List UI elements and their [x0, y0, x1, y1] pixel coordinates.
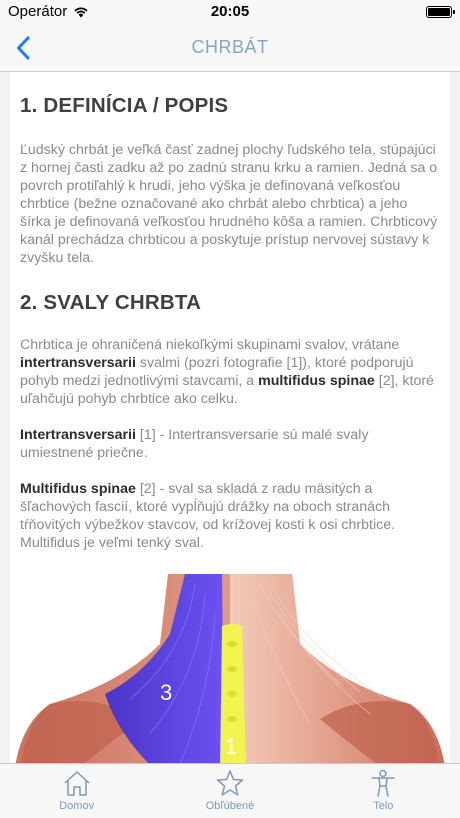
article-container[interactable]	[10, 72, 450, 763]
multifidus-paragraph	[20, 480, 440, 552]
label-muscle-3: 3	[160, 680, 173, 705]
tab-body[interactable]	[307, 764, 460, 818]
tab-bar	[0, 763, 460, 818]
status-bar	[0, 0, 460, 24]
definition-paragraph: Ľudský chrbát je veľká časť zadnej plochy ľudského tela, stúpajúci z hornej časti zadku až po zadnú stranu krku a ramien. Jedná sa o povrch protiľahlý k hrudi, jeho výška je definovaná veľkosťou chrbtice (bežne označované ako chrbát alebo chrbtica) a jeho šírka je definovaná veľkosťou hrudného kôša a ramien. Chrbticový kanál prechádza chrbticou a poskytuje prístup nervovej sústavy k zvyšku tela.	[20, 142, 438, 266]
text-span: [2], ktoré uľahčujú pohyb chrbtice ako celku.	[20, 373, 434, 407]
back-muscles-illustration	[10, 574, 450, 763]
term-multifidus: multifidus spinae	[258, 373, 375, 389]
tab-favorites-label: Obľúbené	[205, 800, 255, 812]
term-intertransversarii: intertransversarii	[20, 355, 136, 371]
body-icon	[368, 769, 398, 797]
home-icon	[62, 769, 92, 797]
intertransversarii-paragraph	[20, 426, 440, 462]
section-title-definition: 1. DEFINÍCIA / POPIS	[20, 94, 229, 117]
text-span: svalmi (pozri fotografie [1]), ktoré podporujú pohyb medzi jednotlivými stavcami, a	[20, 355, 414, 389]
tab-home-label: Domov	[59, 800, 95, 812]
muscles-intro-paragraph	[20, 336, 440, 408]
term-multifidus-heading: Multifidus spinae	[20, 481, 136, 497]
article-body	[10, 94, 450, 552]
navigation-bar	[0, 24, 460, 72]
carrier-name: Operátor	[8, 3, 68, 20]
star-icon	[215, 769, 245, 797]
label-muscle-1: 1	[225, 734, 238, 759]
tab-body-label: Telo	[373, 800, 394, 812]
text-span: [2] - sval sa skladá z radu mäsitých a šľachových fascií, ktoré vypĺňujú drážky na oboch stranách tŕňovitých výbežkov stavcov, od krížovej kosti k osi chrbtice. Multifidus je veľmi tenký sval.	[20, 481, 396, 551]
status-time: 20:05	[210, 3, 250, 20]
tab-favorites[interactable]	[153, 764, 306, 818]
term-intertransversarii-heading: Intertransversarii	[20, 427, 136, 443]
section-title-muscles: 2. SVALY CHRBTA	[20, 291, 202, 314]
text-span: Chrbtica je ohraničená niekoľkými skupinami svalov, vrátane	[20, 337, 400, 353]
battery-icon	[426, 6, 452, 18]
text-span: [1] - Intertransversarie sú malé svaly umiestnené priečne.	[20, 427, 369, 461]
page-title: CHRBÁT	[191, 37, 269, 57]
tab-home[interactable]	[0, 764, 153, 818]
